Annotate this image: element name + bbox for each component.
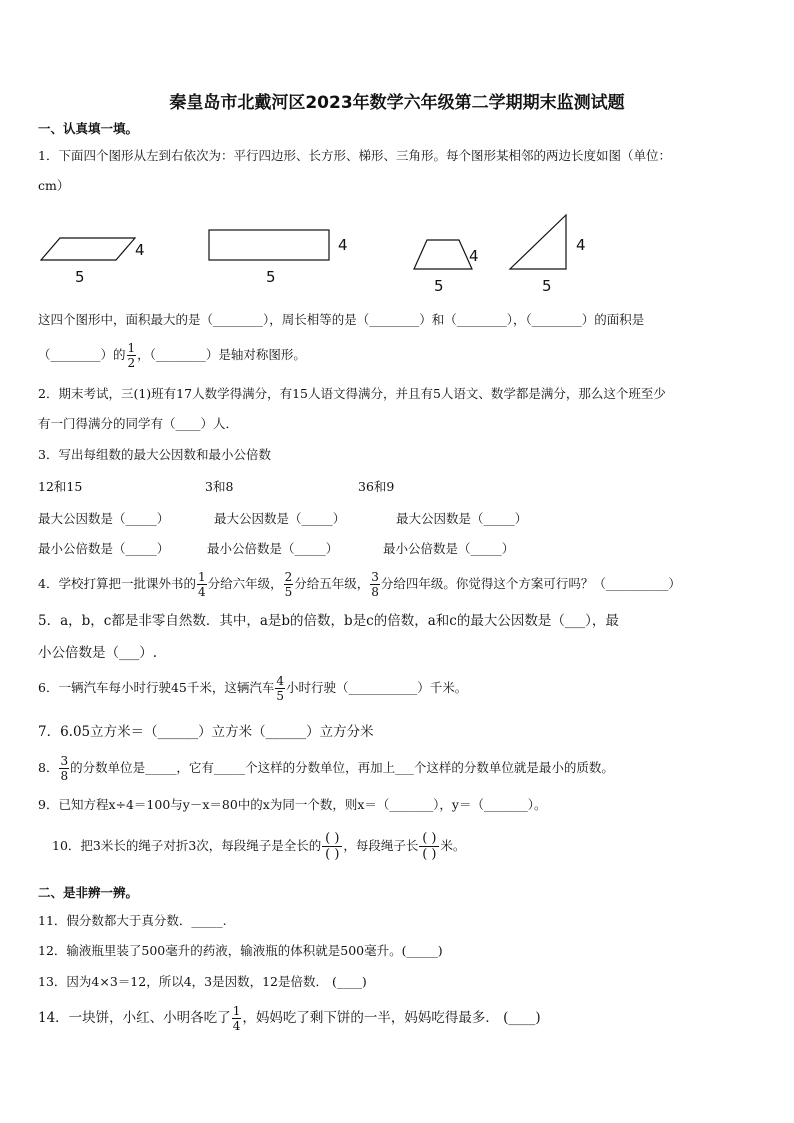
q5-text-line2: 小公倍数是（___）. [38, 645, 158, 661]
fraction-denominator: 4 [232, 1019, 241, 1033]
q14-part2: ，妈妈吃了剩下饼的一半，妈妈吃得最多． (____) [242, 1010, 541, 1026]
q3-lcm-1: 最小公倍数是（_____） [38, 541, 170, 556]
fraction-four-fifths [275, 674, 285, 703]
q10-text [52, 831, 465, 862]
q1-text-line4-end: ，（________）是轴对称图形。 [137, 347, 306, 362]
triangle-height-label: 4 [576, 236, 586, 254]
q3-group-2: 3和8 [205, 479, 234, 494]
q4-text [38, 570, 681, 599]
rectangle-height-label: 4 [338, 236, 348, 254]
q1-text-line4 [38, 341, 306, 370]
fraction-three-eighths [59, 754, 69, 783]
parallelogram-shape [41, 238, 135, 260]
q14-part1: 14．一块饼，小红、小明各吃了 [38, 1010, 231, 1026]
fraction-one-quarter [232, 1004, 242, 1033]
fraction-numerator: ( ) [422, 831, 437, 846]
fraction-denominator: 5 [276, 689, 285, 703]
q1-text-line3: 这四个图形中，面积最大的是（________），周长相等的是（________）和（________），（________）的面积是 [38, 312, 645, 327]
fraction-denominator: 8 [371, 585, 379, 599]
q14-text [38, 1004, 541, 1033]
q6-part2: 小时行驶（___________）千米。 [286, 680, 468, 695]
q12-text: 12．输液瓶里装了500毫升的药液，输液瓶的体积就是500毫升。(_____) [38, 943, 443, 958]
fraction-denominator: ( ) [325, 847, 340, 862]
q8-text [38, 754, 614, 783]
q1-text-line4-start: （________）的 [38, 347, 126, 362]
section-1-heading: 一、认真填一填。 [38, 121, 139, 136]
fraction-numerator: 3 [371, 570, 379, 584]
q4-part2: 分给六年级， [207, 576, 283, 591]
parallelogram-base-label: 5 [75, 268, 85, 286]
section-2-heading: 二、是非辨一辨。 [38, 885, 139, 900]
fraction-one-half [127, 341, 137, 370]
q1-shapes-figure [0, 205, 794, 300]
q1-text-line1: 1．下面四个图形从左到右依次为：平行四边形、长方形、梯形、三角形。每个图形某相邻的两边长度如图（单位： [38, 148, 671, 163]
fraction-numerator: 1 [197, 570, 206, 584]
q6-text [38, 674, 467, 703]
q3-lcm-2: 最小公倍数是（_____） [207, 541, 339, 556]
q4-part1: 4．学校打算把一批课外书的 [38, 576, 196, 591]
trapezoid-shape [414, 240, 472, 269]
parallelogram-height-label: 4 [135, 241, 145, 259]
triangle-shape [510, 215, 566, 269]
fraction-numerator: 1 [232, 1004, 241, 1018]
fraction-numerator: 3 [60, 754, 69, 768]
q3-group-3: 36和9 [358, 479, 395, 494]
fraction-numerator: ( ) [325, 831, 340, 846]
fraction-denominator: 4 [197, 585, 206, 599]
q8-number: 8． [38, 760, 59, 775]
q4-part3: 分给五年级， [294, 576, 370, 591]
q2-text-line2: 有一门得满分的同学有（____）人． [38, 416, 239, 431]
q1-text-line2: cm） [38, 178, 70, 193]
q3-lcm-3: 最小公倍数是（_____） [383, 541, 515, 556]
q3-gcd-2: 最大公因数是（_____） [214, 511, 346, 526]
trapezoid-base-label: 5 [434, 277, 444, 295]
fraction-one-quarter [197, 570, 207, 599]
q9-text: 9．已知方程x÷4＝100与y－x＝80中的x为同一个数，则x＝（_______），y＝（_______）。 [38, 797, 547, 812]
q7-text: 7．6.05立方米＝（______）立方米（______）立方分米 [38, 724, 374, 740]
q13-text: 13．因为4×3＝12，所以4，3是因数，12是倍数． (____) [38, 974, 367, 989]
fraction-denominator: ( ) [422, 847, 437, 862]
triangle-base-label: 5 [542, 277, 552, 295]
blank-fraction [419, 831, 439, 862]
fraction-numerator: 1 [127, 341, 136, 355]
q2-text-line1: 2．期末考试，三(1)班有17人数学得满分，有15人语文得满分，并且有5人语文、数学都是满分，那么这个班至少 [38, 386, 666, 401]
q3-text-line1: 3．写出每组数的最大公因数和最小公倍数 [38, 447, 271, 462]
rectangle-width-label: 5 [266, 268, 276, 286]
fraction-denominator: 5 [284, 585, 293, 599]
fraction-numerator: 2 [284, 570, 293, 584]
q5-text-line1: 5．a，b，c都是非零自然数．其中，a是b的倍数，b是c的倍数，a和c的最大公因数是（___），最 [38, 613, 619, 629]
q10-part3: 米。 [440, 838, 466, 853]
q3-group-1: 12和15 [38, 479, 83, 494]
q3-gcd-1: 最大公因数是（_____） [38, 511, 170, 526]
trapezoid-height-label: 4 [469, 247, 479, 265]
blank-fraction [322, 831, 342, 862]
q4-part4: 分给四年级。你觉得这个方案可行吗？（__________） [380, 576, 681, 591]
q10-part1: 10．把3米长的绳子对折3次，每段绳子是全长的 [52, 838, 322, 853]
fraction-two-fifths [284, 570, 294, 599]
q3-gcd-3: 最大公因数是（_____） [396, 511, 528, 526]
q6-part1: 6．一辆汽车每小时行驶45千米，这辆汽车 [38, 680, 275, 695]
fraction-denominator: 2 [127, 356, 136, 370]
q11-text: 11．假分数都大于真分数．_____. [38, 913, 227, 928]
fraction-denominator: 8 [60, 769, 69, 783]
q10-part2: ，每段绳子长 [343, 838, 419, 853]
fraction-numerator: 4 [276, 674, 285, 688]
page-title: 秦皇岛市北戴河区2023年数学六年级第二学期期末监测试题 [169, 93, 625, 113]
q8-part1: 的分数单位是_____，它有_____个这样的分数单位，再加上___个这样的分数单位就是最小的质数。 [70, 760, 614, 775]
rectangle-shape [209, 230, 329, 260]
fraction-three-eighths [370, 570, 380, 599]
